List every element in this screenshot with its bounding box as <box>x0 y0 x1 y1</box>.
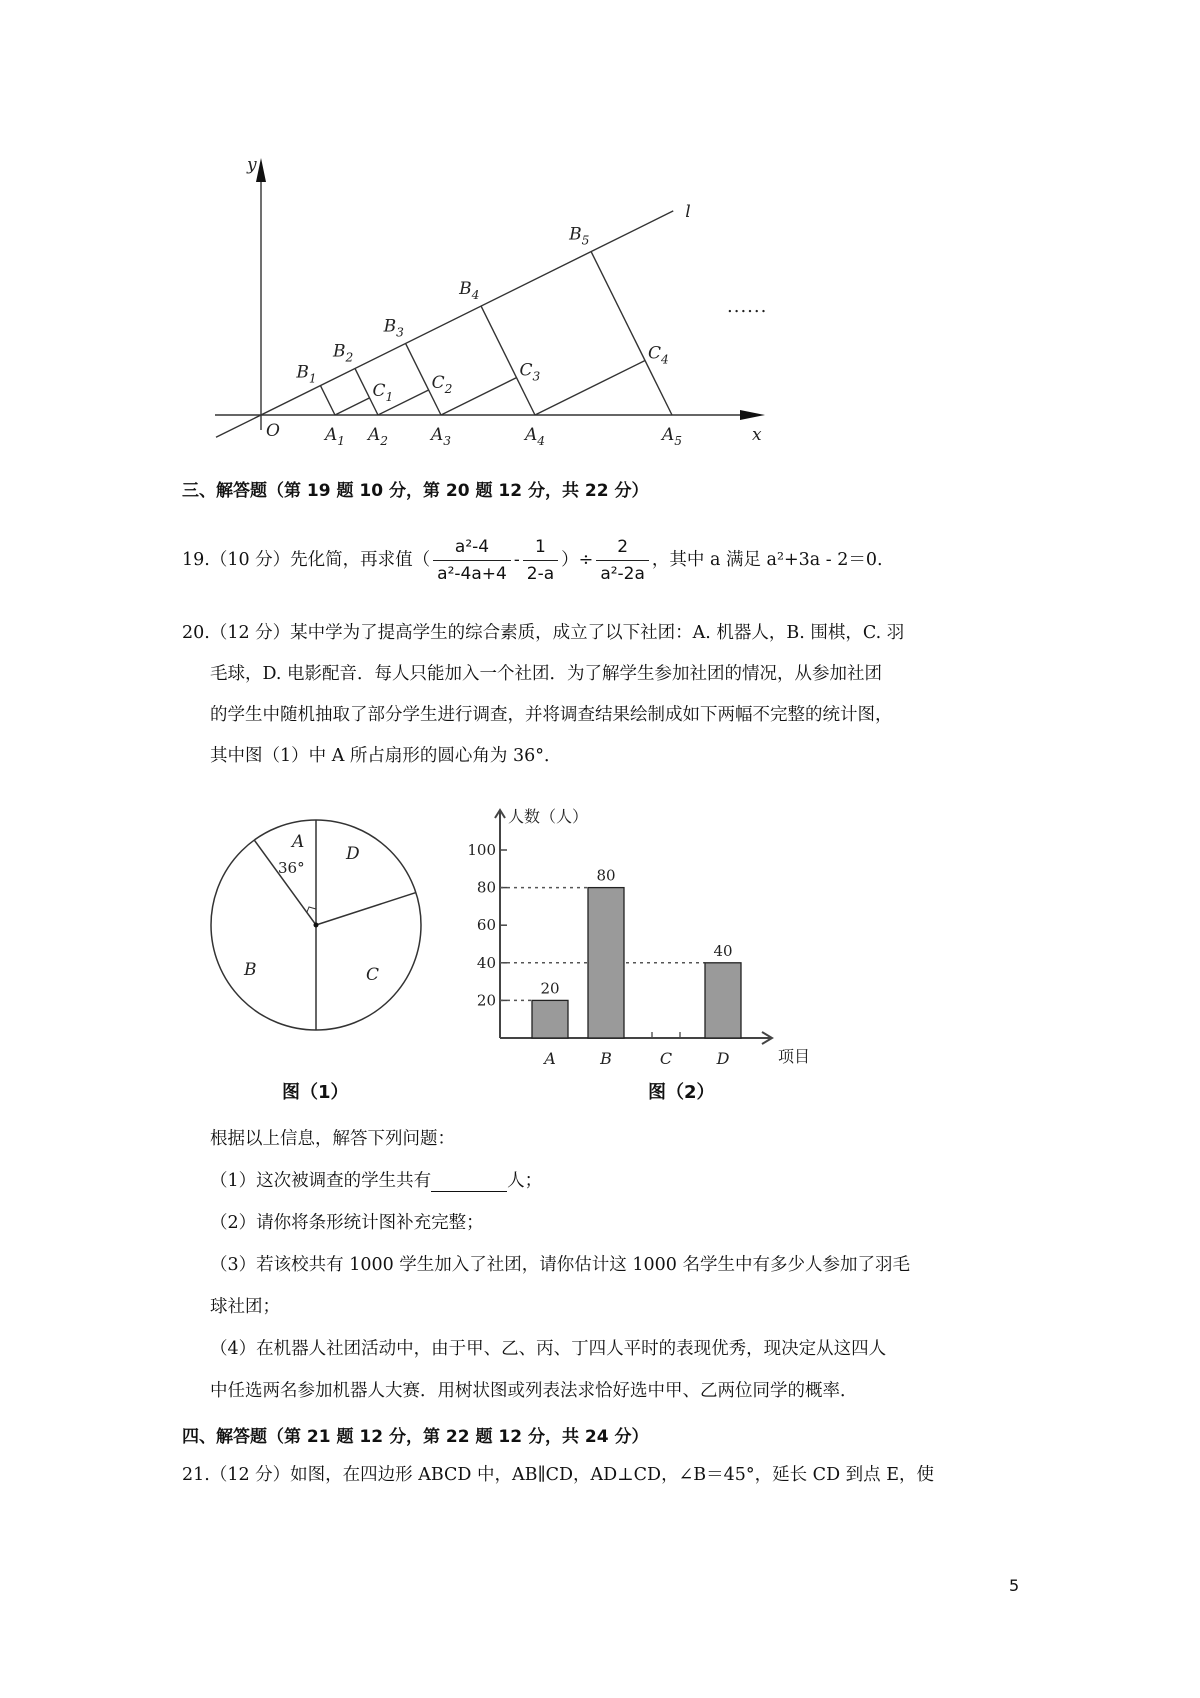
point-label-c: $C_2$ <box>431 372 453 396</box>
x-category-label: A <box>544 1049 556 1068</box>
segment-a-b <box>591 252 672 415</box>
bar-y-axis-label: 人数（人） <box>508 807 589 826</box>
geometry-figure <box>0 0 1200 470</box>
x-axis-label: x <box>752 425 762 445</box>
q19-fraction-1 <box>433 536 511 585</box>
q19-prefix: 19.（10 分）先化简，再求值（ <box>182 550 431 570</box>
bar-chart <box>440 780 880 1080</box>
bar-a <box>532 1000 568 1038</box>
q20-sub-1 <box>210 1170 542 1192</box>
divide-sign: ）÷ <box>561 550 594 570</box>
pie-angle-annotation: 36° <box>278 859 305 877</box>
q19-condition: ，其中 a 满足 a²+3a - 2＝0. <box>651 550 883 570</box>
pie-slice-label-d: D <box>346 844 360 864</box>
pie-slice-label-c: C <box>366 965 380 985</box>
point-label-b: $B_2$ <box>332 341 354 365</box>
point-label-b: $B_1$ <box>296 362 317 386</box>
bar-d <box>705 963 741 1038</box>
q20-line-2: 毛球，D. 电影配音．每人只能加入一个社团．为了解学生参加社团的情况，从参加社团 <box>210 664 883 684</box>
point-label-a: $A_1$ <box>325 425 346 448</box>
y-axis-label: y <box>247 155 257 175</box>
fraction-denominator: 2-a <box>526 563 555 584</box>
ellipsis: ...... <box>727 296 768 317</box>
point-label-c: $C_3$ <box>519 360 541 384</box>
point-label-a: $A_3$ <box>431 425 452 448</box>
pie-chart-caption: 图（1） <box>282 1082 349 1103</box>
point-label-c: $C_4$ <box>648 343 669 367</box>
q20-sub-4-line-2: 中任选两名参加机器人大赛．用树状图或列表法求恰好选中甲、乙两位同学的概率． <box>210 1381 858 1401</box>
q20-sub-4-line-1: （4）在机器人社团活动中，由于甲、乙、丙、丁四人平时的表现优秀，现决定从这四人 <box>210 1339 887 1359</box>
x-category-label: B <box>600 1049 612 1068</box>
y-tick-label: 80 <box>476 878 496 897</box>
q20-intro: 根据以上信息，解答下列问题： <box>210 1129 455 1149</box>
line-l <box>216 211 673 437</box>
y-tick-label: 20 <box>476 991 496 1010</box>
q20-sub-3-line-1: （3）若该校共有 1000 学生加入了社团，请你估计这 1000 名学生中有多少人参加了羽毛 <box>210 1255 910 1275</box>
sub1-text: （1）这次被调查的学生共有 <box>210 1171 432 1191</box>
origin-label: O <box>266 421 280 441</box>
point-label-b: $B_4$ <box>459 279 480 303</box>
bar-chart-caption: 图（2） <box>648 1082 715 1103</box>
point-label-c: $C_1$ <box>372 380 394 404</box>
q20-line-4: 其中图（1）中 A 所占扇形的圆心角为 36°． <box>210 746 562 766</box>
fraction-numerator: 2 <box>596 536 649 561</box>
q20-sub-3-line-2: 球社团； <box>210 1297 280 1317</box>
y-tick-label: 40 <box>476 953 496 972</box>
q20-line-1: 20.（12 分）某中学为了提高学生的综合素质，成立了以下社团：A. 机器人，B. 围棋，C. 羽 <box>182 623 905 643</box>
segment-a-c <box>335 398 370 415</box>
line-l-label: l <box>685 201 691 222</box>
q21-line-1: 21.（12 分）如图，在四边形 ABCD 中，AB∥CD，AD⊥CD，∠B＝45°，延长 CD 到点 E，使 <box>182 1465 935 1485</box>
section-4-header: 四、解答题（第 21 题 12 分，第 22 题 12 分，共 24 分） <box>182 1427 649 1447</box>
y-tick-label: 60 <box>476 916 496 935</box>
bar-x-axis-label: 项目 <box>778 1047 811 1066</box>
y-axis-arrow-icon <box>256 158 266 182</box>
fraction-denominator: a²-2a <box>600 563 645 584</box>
y-tick-label: 100 <box>467 841 496 859</box>
q19-fraction-2 <box>523 536 558 585</box>
x-category-label: C <box>659 1049 673 1068</box>
x-category-label: D <box>716 1049 730 1068</box>
segment-a-b <box>320 386 335 415</box>
q20-line-3: 的学生中随机抽取了部分学生进行调查，并将调查结果绘制成如下两幅不完整的统计图， <box>210 705 893 725</box>
question-19 <box>182 530 883 590</box>
bar-value-label: 40 <box>713 941 733 960</box>
sub1-unit: 人； <box>507 1171 543 1191</box>
section-3-header: 三、解答题（第 19 题 10 分，第 20 题 12 分，共 22 分） <box>182 481 649 501</box>
point-label-a: $A_2$ <box>368 425 389 448</box>
point-label-b: $B_3$ <box>383 316 404 340</box>
bar-value-label: 20 <box>540 979 560 998</box>
point-label-b: $B_5$ <box>569 224 590 248</box>
pie-slice-label-b: B <box>244 960 257 980</box>
q20-sub-2: （2）请你将条形统计图补充完整； <box>210 1213 484 1233</box>
minus-sign: - <box>513 550 520 570</box>
answer-blank[interactable] <box>431 1173 507 1192</box>
pie-chart <box>200 800 440 1060</box>
page-number: 5 <box>1009 1576 1020 1595</box>
x-axis-arrow-icon <box>740 410 765 420</box>
segment-a-c <box>535 361 645 415</box>
bar-value-label: 80 <box>596 866 616 885</box>
pie-center-dot <box>314 923 319 928</box>
q19-fraction-3 <box>596 536 649 585</box>
bar-b <box>588 888 624 1038</box>
fraction-numerator: 1 <box>523 536 558 561</box>
fraction-denominator: a²-4a+4 <box>437 563 507 584</box>
point-label-a: $A_4$ <box>525 425 546 448</box>
fraction-numerator: a²-4 <box>433 536 511 561</box>
point-label-a: $A_5$ <box>662 425 683 448</box>
pie-slice-label-a: A <box>292 832 305 852</box>
